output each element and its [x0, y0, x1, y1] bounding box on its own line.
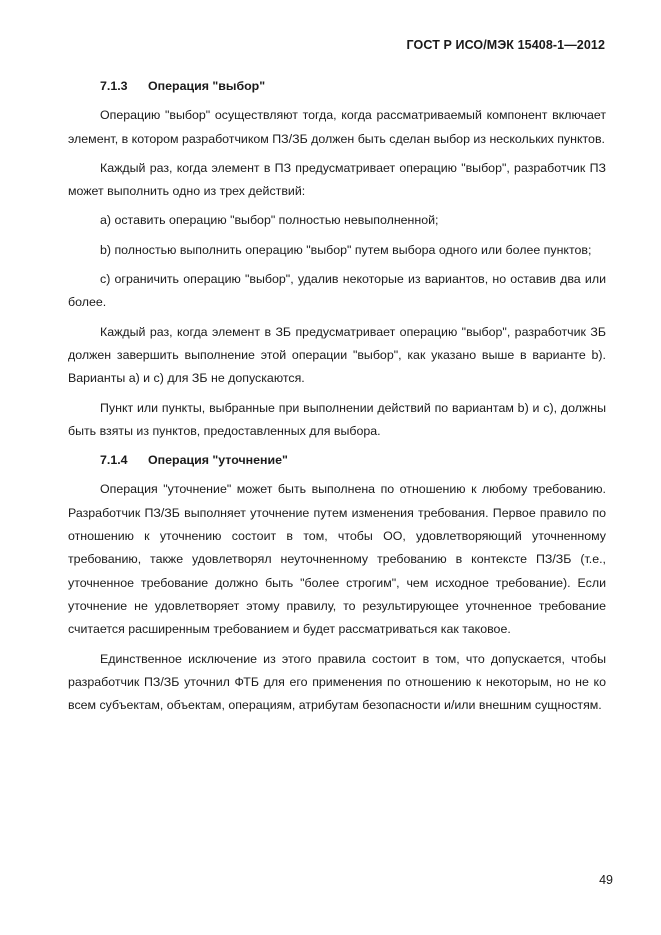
paragraph: Единственное исключение из этого правила состоит в том, что допускается, чтобы разработчик ПЗ/ЗБ уточнил ФТБ для его применения по отношению к некоторым, но не ко всем субъектам, объектам, операциям, атрибутам безопасности и/или внешним сущностям.	[68, 651, 606, 713]
section-number: 7.1.3	[100, 79, 128, 93]
paragraph: Пункт или пункты, выбранные при выполнении действий по вариантам b) и c), должны быть взяты из пунктов, предоставленных для выбора.	[68, 400, 606, 438]
section-title: Операция "выбор"	[148, 79, 266, 93]
paragraph: Операция "уточнение" может быть выполнена по отношению к любому требованию. Разработчик ПЗ/ЗБ выполняет уточнение путем изменения требования. Первое правило по отношению к уточнению состоит в том, чтобы ОО, удовлетворяющий уточненному требованию, также удовлетворял неуточненному требованию в контексте ПЗ/ЗБ (т.е., уточненное требование должно быть "более строгим", чем исходное требование). Если уточнение не удовлетворяет этому правилу, то результирующее уточненное требование считается расширенным требованием и будет рассматриваться как таковое.	[68, 482, 606, 637]
page-number: 49	[599, 873, 613, 887]
list-item-b: b) полностью выполнить операцию "выбор" путем выбора одного или более пунктов;	[100, 242, 592, 257]
list-item-a: a) оставить операцию "выбор" полностью невыполненной;	[100, 213, 439, 228]
section-heading-7-1-4	[68, 449, 606, 472]
section-number: 7.1.4	[100, 453, 128, 468]
paragraph: Операцию "выбор" осуществляют тогда, когда рассматриваемый компонент включает элемент, в котором разработчиком ПЗ/ЗБ должен быть сделан выбор из нескольких пунктов.	[68, 108, 606, 146]
section-title: Операция "уточнение"	[148, 453, 288, 468]
document-header: ГОСТ Р ИСО/МЭК 15408-1—2012	[406, 38, 605, 52]
list-item-c: c) ограничить операцию "выбор", удалив некоторые из вариантов, но оставив два или более.	[68, 272, 606, 310]
section-heading-7-1-3	[68, 75, 606, 98]
page-content	[68, 75, 606, 723]
paragraph: Каждый раз, когда элемент в ЗБ предусматривает операцию "выбор", разработчик ЗБ должен завершить выполнение этой операции "выбор", как указано выше в варианте b). Варианты а) и с) для ЗБ не допускаются.	[68, 324, 606, 386]
paragraph: Каждый раз, когда элемент в ПЗ предусматривает операцию "выбор", разработчик ПЗ может выполнить одно из трех действий:	[68, 160, 606, 199]
